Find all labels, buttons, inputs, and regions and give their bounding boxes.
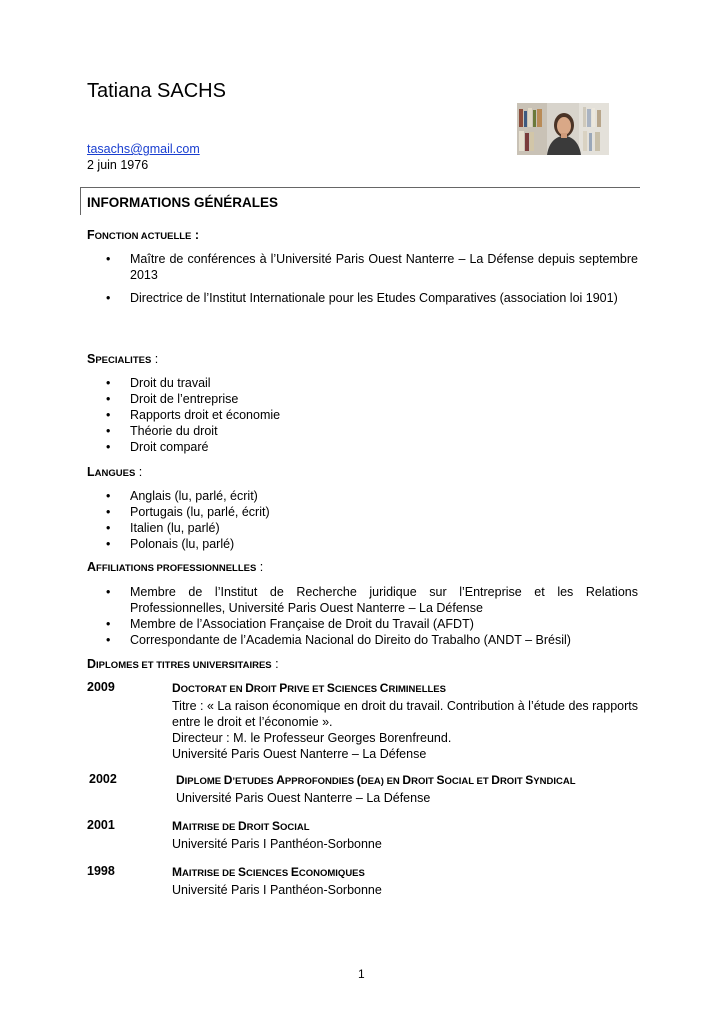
diploma-year: 2009 — [87, 680, 115, 694]
list-item: • Maître de conférences à l’Université Paris Ouest Nanterre – La Défense depuis septembre 2013 — [106, 251, 638, 283]
affiliations-list — [106, 584, 638, 648]
birth-date: 2 juin 1976 — [87, 158, 149, 172]
diploma-entry — [172, 864, 638, 898]
diploma-line: Université Paris I Panthéon-Sorbonne — [172, 883, 382, 897]
section-title: INFORMATIONS GÉNÉRALES — [87, 195, 279, 210]
diploma-year: 2002 — [89, 772, 117, 786]
diplomes-heading: DIPLOMES ET TITRES UNIVERSITAIRES : — [87, 657, 279, 671]
list-item: • Droit du travail — [106, 375, 638, 391]
diploma-year: 1998 — [87, 864, 115, 878]
list-item: • Théorie du droit — [106, 423, 638, 439]
person-name: Tatiana SACHS — [87, 80, 226, 102]
specialites-list — [106, 375, 638, 455]
diploma-entry — [172, 818, 638, 852]
list-item: • Droit comparé — [106, 439, 638, 455]
fonction-list — [106, 251, 638, 306]
page-number: 1 — [358, 967, 365, 981]
diploma-line: Directeur : M. le Professeur Georges Borenfreund. — [172, 731, 452, 745]
affiliations-heading: AFFILIATIONS PROFESSIONNELLES : — [87, 560, 264, 574]
diploma-line: Université Paris I Panthéon-Sorbonne — [172, 837, 382, 851]
list-item: • Portugais (lu, parlé, écrit) — [106, 504, 638, 520]
list-item: • Italien (lu, parlé) — [106, 520, 638, 536]
diploma-line: Université Paris Ouest Nanterre – La Défense — [172, 747, 427, 761]
email-link[interactable]: tasachs@gmail.com — [87, 142, 200, 156]
diploma-line: Université Paris Ouest Nanterre – La Défense — [176, 791, 431, 805]
list-item: • Polonais (lu, parlé) — [106, 536, 638, 552]
list-item: • Directrice de l’Institut Internationale pour les Etudes Comparatives (association loi 1901) — [106, 290, 638, 306]
fonction-heading: FONCTION ACTUELLE : — [87, 228, 200, 242]
langues-list — [106, 488, 638, 552]
list-item: • Droit de l’entreprise — [106, 391, 638, 407]
diploma-title: DOCTORAT EN DROIT PRIVE ET SCIENCES CRIMINELLES — [172, 681, 446, 695]
profile-photo — [517, 103, 609, 155]
diploma-entry — [176, 772, 642, 806]
section-rule-left — [80, 187, 81, 215]
diploma-title: DIPLOME D’ETUDES APPROFONDIES (DEA) EN DROIT SOCIAL ET DROIT SYNDICAL — [176, 773, 576, 787]
list-item: • Membre de l’Institut de Recherche juridique sur l’Entreprise et les Relations Professionnelles, Université Paris Ouest Nanterre – La Défense — [106, 584, 638, 616]
list-item: • Correspondante de l’Academia Nacional do Direito do Trabalho (ANDT – Brésil) — [106, 632, 638, 648]
list-item: • Membre de l’Association Française de Droit du Travail (AFDT) — [106, 616, 638, 632]
diploma-line: Titre : « La raison économique en droit du travail. Contribution à l’étude des rapports entre le droit et l’économie ». — [172, 699, 638, 729]
section-rule — [80, 187, 640, 188]
diploma-year: 2001 — [87, 818, 115, 832]
diploma-entry — [172, 680, 638, 762]
list-item: • Anglais (lu, parlé, écrit) — [106, 488, 638, 504]
diploma-title: MAITRISE DE SCIENCES ECONOMIQUES — [172, 865, 365, 879]
diploma-title: MAITRISE DE DROIT SOCIAL — [172, 819, 310, 833]
specialites-heading: SPECIALITES : — [87, 352, 159, 366]
langues-heading: LANGUES : — [87, 465, 143, 479]
list-item: • Rapports droit et économie — [106, 407, 638, 423]
